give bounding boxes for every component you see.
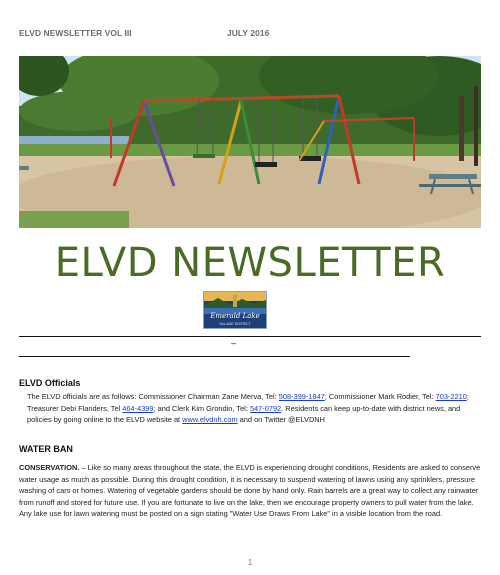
- logo-text: Emerald Lake: [210, 312, 260, 320]
- page-number: 1: [247, 558, 253, 567]
- header-date: JULY 2016: [227, 28, 270, 38]
- divider-dash: –: [231, 338, 237, 348]
- playground-photo: [19, 56, 481, 228]
- newsletter-title: ELVD NEWSLETTER: [54, 240, 446, 286]
- water-ban-paragraph: CONSERVATION. – Like so many areas throughout the state, the ELVD is experiencing drought conditions, Residents are asked to conserve water usage as much as possible. During this drought condition, it is necessary to suspend watering of lawns using any sprinklers, pressure washing of cars or homes. Watering of vegetable gardens should be done by hand only. Rain barrels are a great way to collect any rainwater from runoff and stored for future use. If you are fortunate to live on the lake, then we encourage property owners to pull water from the lake. Any lake use for lawn watering must be posted on a sign stating "Water Use Draws From Lake" in a visible location from the road.: [19, 463, 481, 519]
- conservation-label: CONSERVATION.: [19, 463, 80, 472]
- website-link[interactable]: www.elvdnh.com: [182, 415, 238, 425]
- tel-link-commissioner[interactable]: 703-2210: [435, 392, 467, 401]
- officials-heading: ELVD Officials: [19, 378, 81, 388]
- district-logo: [203, 291, 267, 329]
- divider-line-top: [19, 336, 481, 337]
- divider-line-bottom: [19, 356, 410, 357]
- header-volume: ELVD NEWSLETTER VOL III: [19, 28, 132, 38]
- tel-link-clerk[interactable]: 547-0792: [249, 403, 282, 413]
- officials-paragraph: The ELVD officials are as follows: Commissioner Chairman Zane Merva, Tel: 508-399-1847; Commissioner Mark Rodier, Tel: 703-2210; Treasurer Debi Flanders, Tel 464-4399; and Clerk Kim Grondin, Tel: 547-0792. Residents can keep up-to-date with district news, and policies by going online to the ELVD website at www.elvdnh.com and on Twitter @ELVDNH: [27, 392, 469, 425]
- logo-subtext: VILLAGE DISTRICT: [219, 322, 251, 326]
- tel-link-chairman[interactable]: 508-399-1847: [278, 392, 325, 401]
- water-ban-heading: WATER BAN: [19, 444, 73, 454]
- tel-link-treasurer[interactable]: 464-4399: [122, 403, 154, 413]
